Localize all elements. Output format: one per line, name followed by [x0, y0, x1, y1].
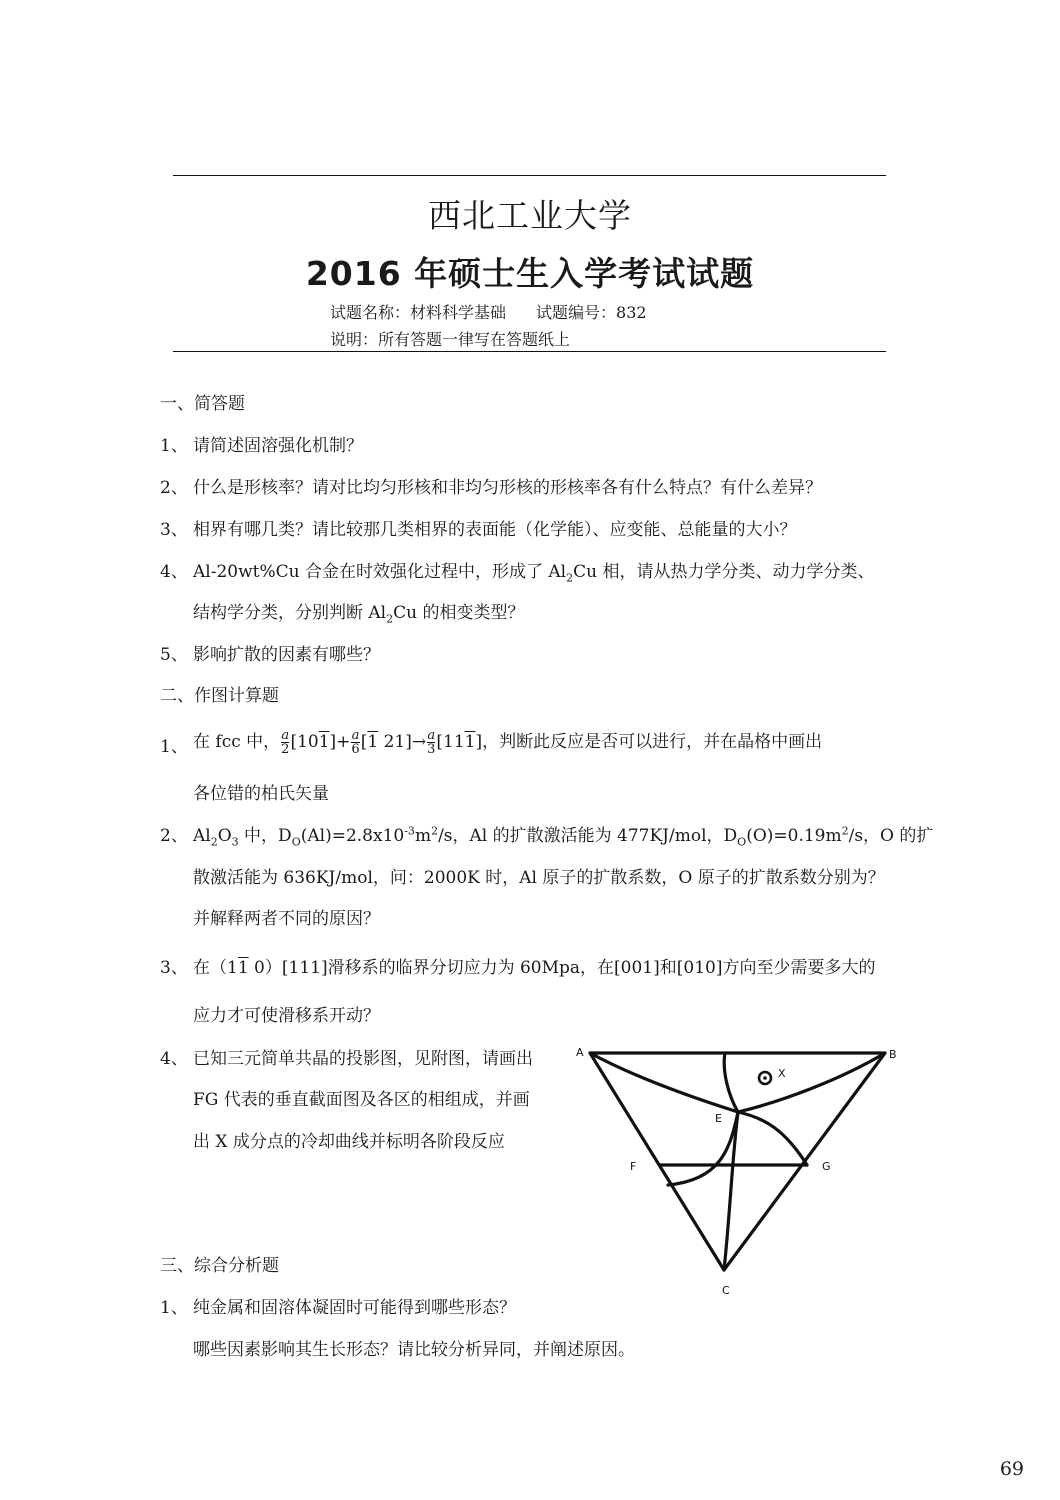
vertex-label-b: B [889, 1048, 897, 1061]
point-label-f: F [630, 1160, 637, 1173]
s1-q3-number: 3、 [160, 520, 188, 540]
point-label-x: X [778, 1067, 786, 1080]
s1-q2-number: 2、 [160, 478, 188, 498]
fraction-a-2: $\frac{a}{2}$ [281, 728, 290, 757]
exam-meta-line [330, 300, 647, 323]
s1-q1-number: 1、 [160, 436, 188, 456]
s2-q3-line2: 应力才可使滑移系开动？ [193, 1006, 380, 1026]
section1-heading: 一、简答题 [160, 394, 245, 414]
university-title: 西北工业大学 [428, 196, 632, 235]
page-number: 69 [999, 1458, 1024, 1480]
section3-heading: 三、综合分析题 [160, 1256, 279, 1276]
ternary-projection-diagram [570, 1040, 910, 1310]
s1-q1-text: 请简述固溶强化机制？ [193, 436, 363, 456]
s2-q4-line2: FG 代表的垂直截面图及各区的相组成，并画 [193, 1090, 530, 1110]
s2-q3-number: 3、 [160, 958, 188, 978]
vertex-label-a: A [576, 1046, 584, 1059]
s1-q4-number: 4、 [160, 562, 188, 582]
section2-heading: 二、作图计算题 [160, 686, 279, 706]
code-label: 试题编号：832 [536, 303, 647, 322]
exam-title: 2016 年硕士生入学考试试题 [305, 254, 755, 293]
point-label-g: G [822, 1160, 831, 1173]
s1-q4-line1: Al-20wt%Cu 合金在时效强化过程中，形成了 $Al_2Cu$ 相，请从热力学分类、动力学分类、 [193, 562, 875, 585]
composition-point-x-center [763, 1076, 767, 1080]
s3-q1-number: 1、 [160, 1298, 188, 1318]
s1-q5-number: 5、 [160, 645, 188, 665]
s2-q2-number: 2、 [160, 826, 188, 846]
s1-q2-text: 什么是形核率？请对比均匀形核和非均匀形核的形核率各有什么特点？有什么差异？ [193, 478, 822, 498]
isotherm-curve-E-right [738, 1112, 807, 1165]
s2-q2-line1: $Al_2O_3$ 中，$D_O(Al)=2.8x10^{-3}m^2/s$，Al 的扩散激活能为 477KJ/mol，$D_O(O)=0.19m^2/s$，O 的扩 [193, 824, 934, 849]
header-top-rule [173, 175, 886, 176]
s2-q4-line3: 出 X 成分点的冷却曲线并标明各阶段反应 [193, 1132, 505, 1152]
s3-q1-line2: 哪些因素影响其生长形态？请比较分析异同，并阐述原因。 [193, 1340, 635, 1360]
s2-q1-number: 1、 [160, 737, 188, 757]
subject-label: 试题名称：材料科学基础 [330, 303, 507, 322]
s2-q1-line2: 各位错的柏氏矢量 [193, 784, 329, 804]
s2-q4-line1: 已知三元简单共晶的投影图，见附图，请画出 [193, 1049, 533, 1069]
s2-q2-line2: 散激活能为 636KJ/mol，问：2000K 时，Al 原子的扩散系数，O 原子的扩散系数分别为？ [193, 868, 885, 888]
s1-q3-text: 相界有哪几类？请比较那几类相界的表面能（化学能）、应变能、总能量的大小？ [193, 520, 797, 540]
exam-note: 说明：所有答题一律写在答题纸上 [330, 330, 571, 349]
fraction-a-6: $\frac{a}{6}$ [351, 728, 360, 757]
s2-q4-number: 4、 [160, 1049, 188, 1069]
boundary-curve-AE [590, 1053, 738, 1112]
boundary-curve-E-down-left [668, 1112, 738, 1185]
s1-q4-line2: 结构学分类，分别判断 $Al_2Cu$ 的相变类型？ [193, 603, 525, 626]
fraction-a-3: $\frac{a}{3}$ [427, 728, 436, 757]
curve-A-interior [724, 1053, 738, 1112]
point-label-e: E [715, 1112, 722, 1125]
vertex-label-c: C [722, 1284, 730, 1297]
s2-q2-line3: 并解释两者不同的原因？ [193, 909, 380, 929]
s1-q5-text: 影响扩散的因素有哪些？ [193, 645, 380, 665]
s2-q1-line1: 在 fcc 中， $\frac{a}{2}$ [101]+ $\frac{a}{6}$ [1 21]→ $\frac{a}{3}$ [111]，判断此反应是否可以进行，并在晶格中画出 [193, 728, 823, 757]
s3-q1-line1: 纯金属和固溶体凝固时可能得到哪些形态？ [193, 1298, 516, 1318]
s2-q3-line1: 在（11 0）[111]滑移系的临界分切应力为 60Mpa，在[001]和[010]方向至少需要多大的 [193, 958, 876, 978]
header-bottom-rule [173, 351, 886, 352]
